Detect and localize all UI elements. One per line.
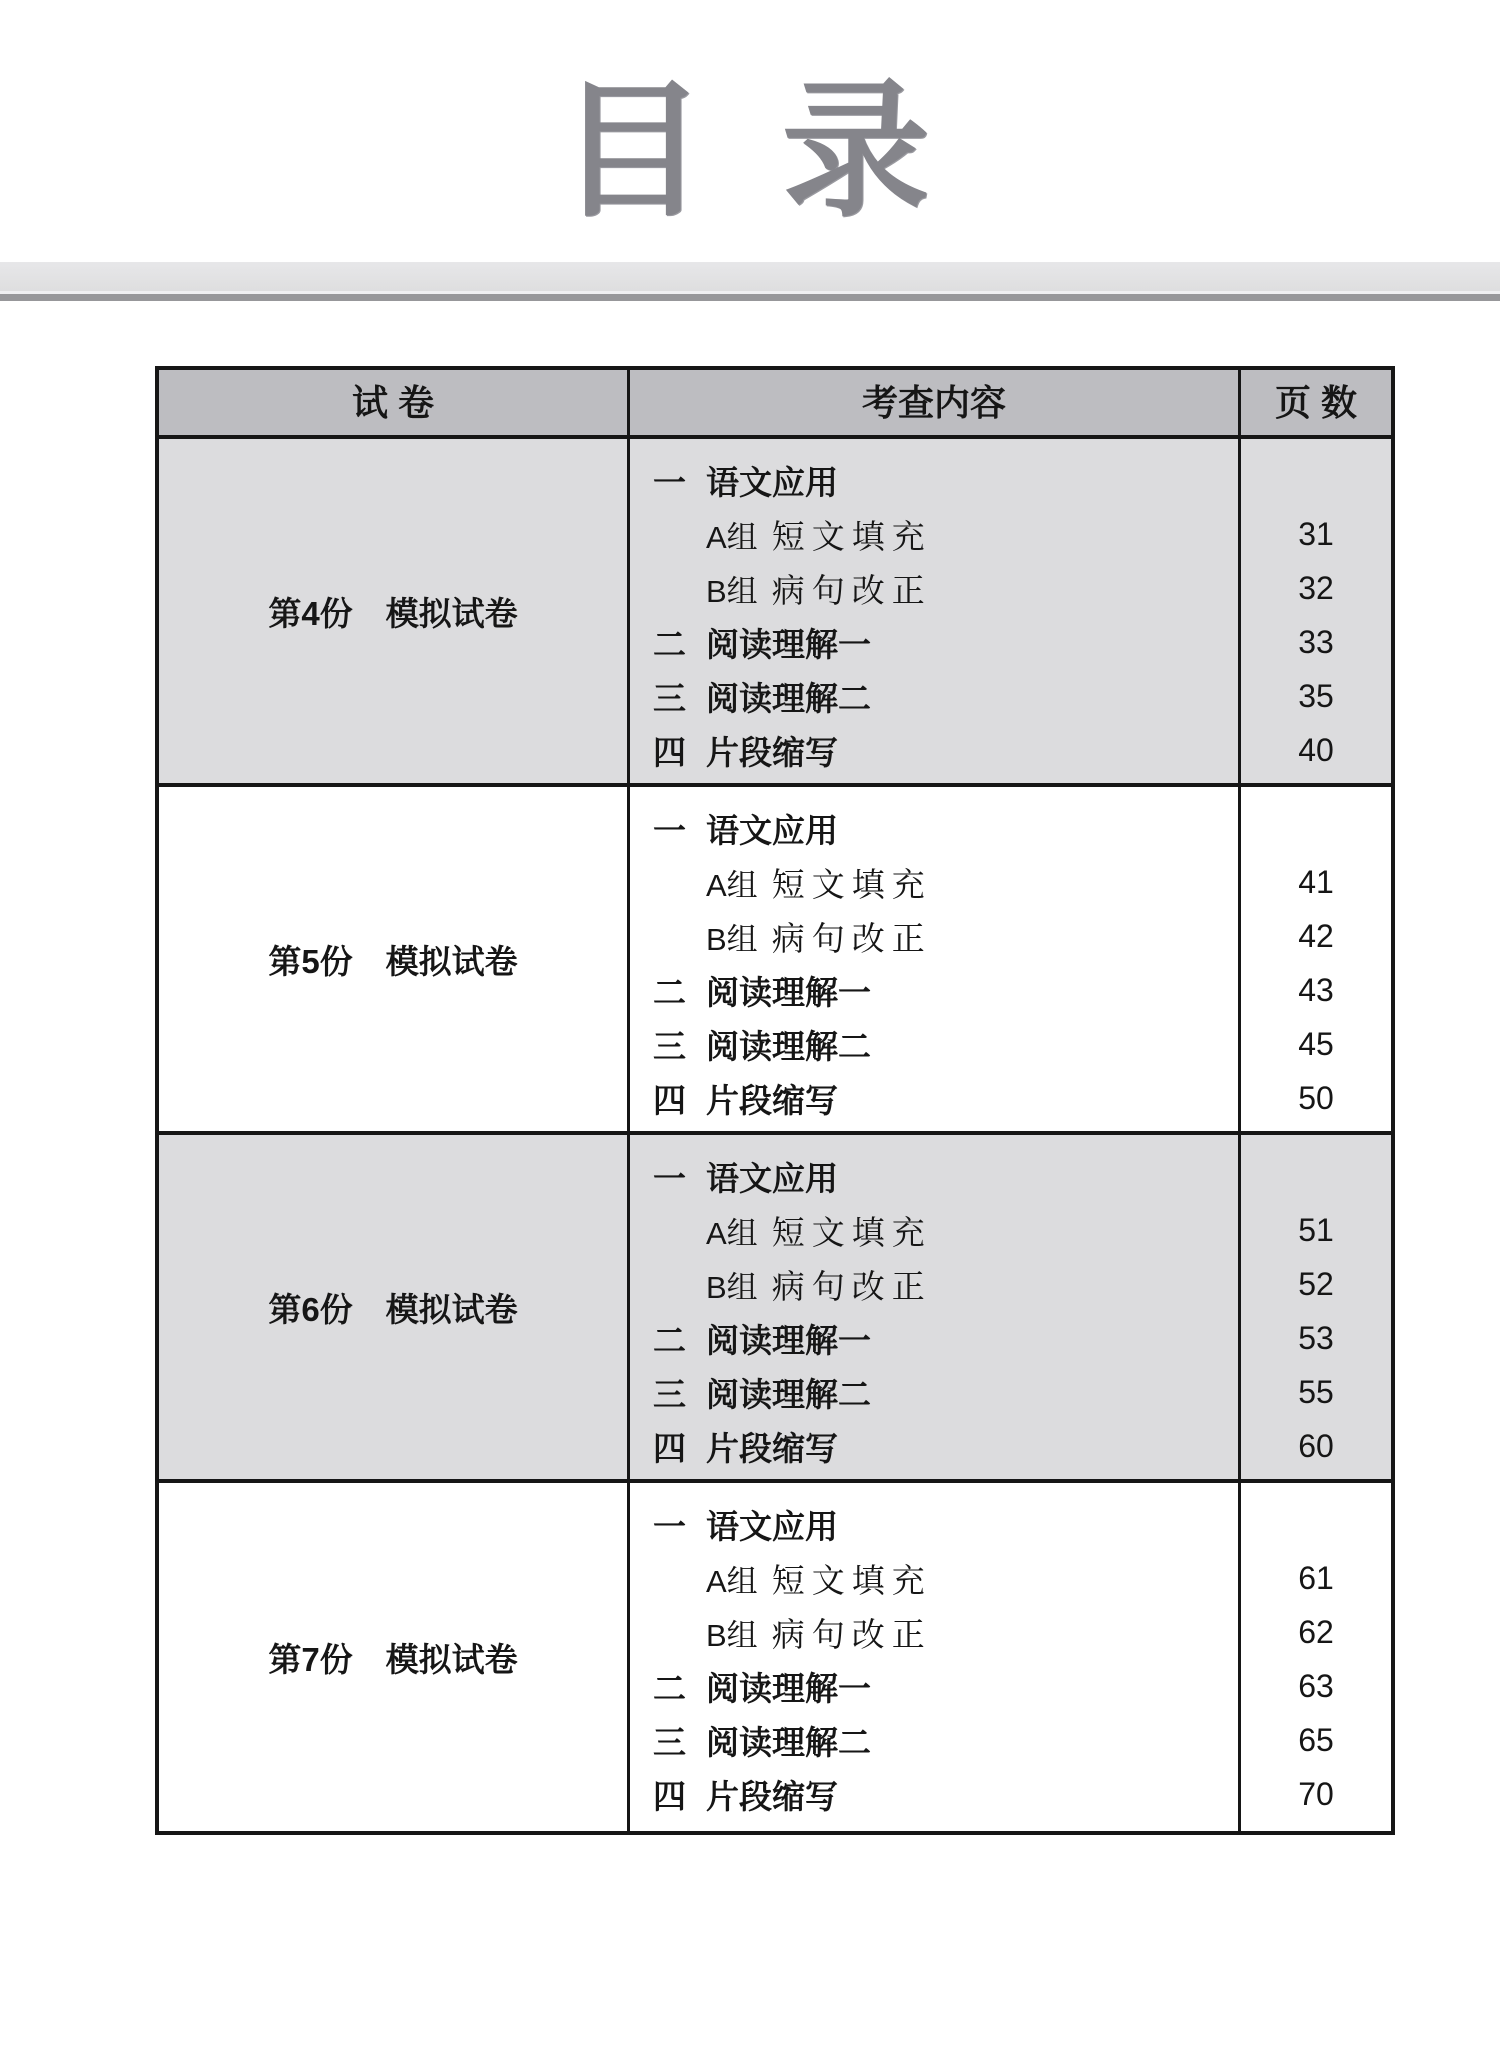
content-line [653, 1203, 1238, 1257]
content-line [653, 507, 1238, 561]
paper-content-cell [630, 787, 1241, 1131]
item-prefix: B组 [706, 1617, 758, 1653]
item-text: 语文应用 [706, 1507, 838, 1545]
content-line [653, 801, 1238, 855]
content-line [653, 855, 1238, 909]
divider-band [0, 262, 1500, 301]
page-number: 52 [1298, 1266, 1334, 1302]
content-line [653, 909, 1238, 963]
paper-title-cell [159, 1483, 630, 1831]
item-text: 片段缩写 [706, 1429, 838, 1467]
item-text: 阅读理解一 [706, 1669, 871, 1707]
item-text: 病句改正 [771, 1614, 932, 1654]
paper-pages-cell [1241, 787, 1391, 1131]
table-row-paper-5 [159, 787, 1391, 1135]
content-line [653, 723, 1238, 777]
item-text: 阅读理解二 [706, 679, 871, 717]
item-text: 阅读理解二 [706, 1027, 871, 1065]
divider-band-light [0, 262, 1500, 291]
toc-table [155, 366, 1395, 1835]
item-text: 短文填充 [771, 864, 932, 904]
content-line [653, 1767, 1238, 1821]
item-text: 片段缩写 [706, 1081, 838, 1119]
page-number: 65 [1298, 1722, 1334, 1758]
page-number: 41 [1298, 864, 1334, 900]
page-number: 35 [1298, 678, 1334, 714]
content-line [653, 615, 1238, 669]
column-header-content: 考查内容 [630, 370, 1241, 435]
item-text: 阅读理解一 [706, 625, 871, 663]
content-line [653, 1551, 1238, 1605]
paper-title: 第5份 模拟试卷 [268, 942, 518, 980]
item-text: 短文填充 [771, 1560, 932, 1600]
paper-title-cell [159, 787, 630, 1131]
item-number: 二 [653, 973, 686, 1011]
item-prefix: B组 [706, 1269, 758, 1305]
page-number: 60 [1298, 1428, 1334, 1464]
page-number: 43 [1298, 972, 1334, 1008]
item-text: 短文填充 [771, 1212, 932, 1252]
content-line [653, 453, 1238, 507]
page-number: 50 [1298, 1080, 1334, 1116]
content-line [653, 1149, 1238, 1203]
content-line [653, 1605, 1238, 1659]
item-prefix: A组 [706, 1563, 758, 1599]
item-text: 语文应用 [706, 463, 838, 501]
column-header-pages: 页 数 [1274, 382, 1357, 423]
paper-title: 第7份 模拟试卷 [268, 1640, 518, 1678]
item-number: 三 [653, 1375, 686, 1413]
content-line [653, 1365, 1238, 1419]
item-text: 病句改正 [771, 570, 932, 610]
page-number: 31 [1298, 516, 1334, 552]
item-number: 二 [653, 1321, 686, 1359]
content-line [653, 1419, 1238, 1473]
item-text: 病句改正 [771, 918, 932, 958]
item-number: 一 [653, 1507, 686, 1545]
item-number: 四 [653, 1429, 686, 1467]
item-number: 一 [653, 463, 686, 501]
item-number: 一 [653, 811, 686, 849]
table-row-paper-7 [159, 1483, 1391, 1831]
item-number: 三 [653, 1723, 686, 1761]
item-number: 三 [653, 1027, 686, 1065]
content-line [653, 561, 1238, 615]
paper-title-cell [159, 439, 630, 783]
item-number: 三 [653, 679, 686, 717]
paper-content-cell [630, 1483, 1241, 1831]
item-number: 四 [653, 1777, 686, 1815]
item-text: 语文应用 [706, 811, 838, 849]
page-number: 51 [1298, 1212, 1334, 1248]
page-number: 62 [1298, 1614, 1334, 1650]
item-text: 阅读理解一 [706, 1321, 871, 1359]
item-text: 短文填充 [771, 516, 932, 556]
content-line [653, 1659, 1238, 1713]
item-text: 片段缩写 [706, 1777, 838, 1815]
item-number: 四 [653, 1081, 686, 1119]
page-number: 63 [1298, 1668, 1334, 1704]
table-row-paper-6 [159, 1135, 1391, 1483]
item-number: 二 [653, 625, 686, 663]
content-line [653, 1071, 1238, 1125]
page-number: 55 [1298, 1374, 1334, 1410]
page-number: 61 [1298, 1560, 1334, 1596]
item-prefix: B组 [706, 921, 758, 957]
item-number: 四 [653, 733, 686, 771]
item-number: 二 [653, 1669, 686, 1707]
content-line [653, 963, 1238, 1017]
content-line [653, 669, 1238, 723]
paper-content-cell [630, 1135, 1241, 1479]
content-line [653, 1713, 1238, 1767]
table-row-paper-4 [159, 439, 1391, 787]
page-number [1241, 1497, 1391, 1551]
page-number [1241, 1149, 1391, 1203]
item-prefix: A组 [706, 519, 758, 555]
page-number: 53 [1298, 1320, 1334, 1356]
paper-content-cell [630, 439, 1241, 783]
paper-title: 第4份 模拟试卷 [268, 594, 518, 632]
page-number: 42 [1298, 918, 1334, 954]
item-text: 阅读理解二 [706, 1375, 871, 1413]
item-text: 语文应用 [706, 1159, 838, 1197]
content-line [653, 1257, 1238, 1311]
item-text: 阅读理解一 [706, 973, 871, 1011]
item-prefix: A组 [706, 1215, 758, 1251]
column-header-paper: 试 卷 [159, 370, 630, 435]
divider-band-dark [0, 294, 1500, 301]
page-number: 32 [1298, 570, 1334, 606]
item-number: 一 [653, 1159, 686, 1197]
table-header-row [159, 370, 1391, 439]
page-number: 70 [1298, 1776, 1334, 1812]
page-title: 目 录 [558, 63, 942, 237]
paper-pages-cell [1241, 439, 1391, 783]
page-number: 33 [1298, 624, 1334, 660]
item-text: 阅读理解二 [706, 1723, 871, 1761]
item-prefix: B组 [706, 573, 758, 609]
item-text: 片段缩写 [706, 733, 838, 771]
paper-title-cell [159, 1135, 630, 1479]
paper-pages-cell [1241, 1483, 1391, 1831]
content-line [653, 1311, 1238, 1365]
page-number [1241, 801, 1391, 855]
item-prefix: A组 [706, 867, 758, 903]
item-text: 病句改正 [771, 1266, 932, 1306]
content-line [653, 1017, 1238, 1071]
paper-title: 第6份 模拟试卷 [268, 1290, 518, 1328]
paper-pages-cell [1241, 1135, 1391, 1479]
content-line [653, 1497, 1238, 1551]
page-number: 40 [1298, 732, 1334, 768]
page-number: 45 [1298, 1026, 1334, 1062]
page-number [1241, 453, 1391, 507]
